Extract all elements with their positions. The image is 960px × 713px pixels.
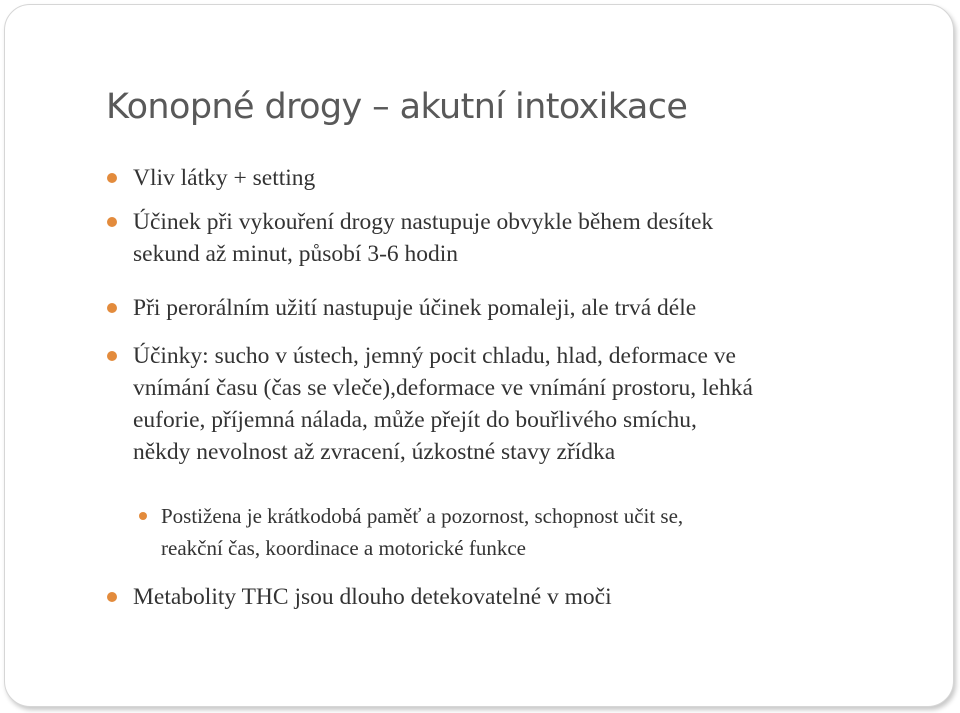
bullet-icon [107,173,117,183]
bullet-line: Vliv látky + setting [133,165,316,191]
bullet-line: reakční čas, koordinace a motorické funkce [161,536,526,560]
bullet-line: Účinek při vykouření drogy nastupuje obvykle během desítek [133,209,714,235]
bullet-line: Postižena je krátkodobá paměť a pozornost, schopnost učit se, [161,504,684,528]
bullet-item [133,340,753,468]
bullet-item [133,292,696,324]
sub-bullet-item [161,500,683,564]
bullet-icon [107,303,117,313]
bullet-line: sekund až minut, působí 3-6 hodin [133,241,459,267]
bullet-icon [107,592,117,602]
bullet-item [133,581,612,613]
sub-bullet-icon [139,512,147,520]
bullet-item [133,162,315,194]
slide-title: Konopné drogy – akutní intoxikace [106,87,688,127]
bullet-item [133,206,713,270]
bullet-line: Při perorálním užití nastupuje účinek pomaleji, ale trvá déle [133,295,697,321]
bullet-line: někdy nevolnost až zvracení, úzkostné stavy zřídka [133,439,616,465]
bullet-line: Metabolity THC jsou dlouho detekovatelné v moči [133,584,612,610]
bullet-icon [107,351,117,361]
bullet-line: euforie, příjemná nálada, může přejít do bouřlivého smíchu, [133,407,697,433]
bullet-icon [107,217,117,227]
bullet-line: vnímání času (čas se vleče),deformace ve vnímání prostoru, lehká [133,375,753,401]
bullet-line: Účinky: sucho v ústech, jemný pocit chladu, hlad, deformace ve [133,343,736,369]
